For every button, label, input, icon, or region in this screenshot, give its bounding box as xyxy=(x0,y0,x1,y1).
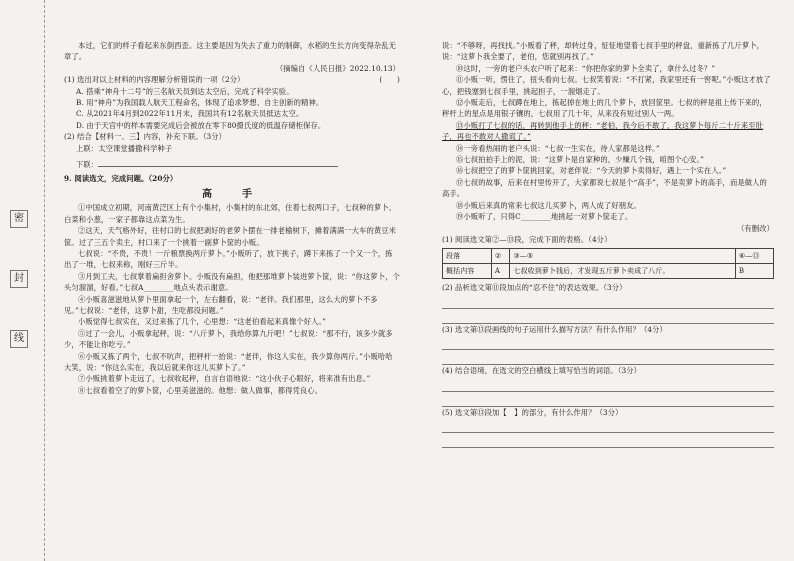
passage-paragraph: ①中国成立初期，河南黄泛区上有个小集村，小集村的东北郊，住着七叔两口子，七叔种的萝卜、白菜和小葱，一家子都靠这点菜为生。 xyxy=(64,203,397,224)
table-cell: 七叔收到萝卜钱后，才发现五斤萝卜卖成了八斤。 xyxy=(510,264,735,279)
answer-paren: ( ) xyxy=(379,75,400,85)
answer-line[interactable] xyxy=(98,155,338,167)
answer-line[interactable] xyxy=(442,435,774,448)
binding-char-1: 密 xyxy=(10,210,28,228)
option-c: C. 从2021年4月到2022年11月末，我国共有12名航天员抵达太空。 xyxy=(76,109,304,119)
couplet-lower: 下联： xyxy=(76,154,400,170)
passage-paragraph: ⑮七叔拍拍手上的泥，说：“这萝卜是自家种的，少赚几个钱，咱图个心安。” xyxy=(456,155,705,165)
passage-paragraph: ⑧七叔看着空了的萝卜筐，心里美滋滋的。他想：做人做事，都得凭良心。 xyxy=(78,385,323,395)
answer-line[interactable] xyxy=(442,296,774,309)
question-2: (2) 结合【材料一、三】内容，补充下联。（3分） xyxy=(64,132,227,142)
passage-title: 高 手 xyxy=(202,188,262,200)
passage-paragraph: ②这天，天气格外好，往村口的七叔把剥好的老萝卜摆在一排老榆树下，摊着满满一大车的黄豆米筐。过了三五个卖主，村口来了一个挑着一副萝卜筐的小贩。 xyxy=(64,226,397,247)
passage-paragraph-underlined: ⑬小贩打了七叔的话，再转到他手上的秤：“老伯，我今后不敢了，我这萝卜每斤二十斤来至肚子，再也不敢对人撒谎了。” xyxy=(442,120,764,142)
table-cell-answer-a[interactable]: A xyxy=(491,264,510,279)
table-cell: 概括内容 xyxy=(443,264,492,279)
option-b: B. 用“神舟”为我国载人航天工程命名，体现了追求梦想、自主创新的精神。 xyxy=(76,98,324,108)
question-r4: (4) 结合语境，在选文的空白横线上填写恰当的词语。（3分） xyxy=(442,366,642,376)
passage-paragraph: ⑲小贩听了，只得C________地挑起一对萝卜筐走了。 xyxy=(456,212,633,222)
answer-line[interactable] xyxy=(442,311,774,324)
answer-line[interactable] xyxy=(442,352,774,365)
table-cell-answer-b[interactable]: B xyxy=(735,264,773,279)
answer-line[interactable] xyxy=(442,337,774,350)
left-column xyxy=(64,40,400,396)
passage-paragraph: ⑪小贩一听，愣住了，扭头看向七叔。七叔笑着说：“不打紧，我家里还有一窖呢。”小贩这才放了心，把钱塞到七叔手里，挑起担子，一溜烟走了。 xyxy=(442,75,771,96)
summary-table xyxy=(442,248,774,279)
passage-paragraph: ⑯七叔把空了的萝卜筐挑回家，对老伴说：“今天的萝卜卖得好，遇上一个实在人。” xyxy=(456,166,727,176)
passage-paragraph: 本过，它们的样子看起来东倒西歪。这主要是因为失去了重力的制御，水稻的生长方向变得杂乱无章了。 xyxy=(64,41,397,62)
binding-char-2: 封 xyxy=(10,270,28,288)
question-r5: (5) 选文第⑬段加【 】的部分，有什么作用？（3分） xyxy=(442,407,623,417)
question-r1: (1) 阅读选文第②—⑬段，完成下面的表格。（4分） xyxy=(442,234,612,244)
question-r3: (3) 选文第⑬段画线的句子运用什么描写方法？有什么作用？（4分） xyxy=(442,324,667,334)
answer-line[interactable] xyxy=(442,394,774,407)
passage-paragraph: ⑦小贩挑着萝卜走远了，七叔收起秤，自言自语地说：“这小伙子心眼好，将来准有出息。” xyxy=(78,374,371,384)
binding-char-3: 线 xyxy=(10,330,28,348)
table-cell: 段落 xyxy=(443,249,492,264)
passage-paragraph: 七叔说：“不贵，不贵！一斤粮票换两斤萝卜。”小贩听了，放下挑子，蹲下来拣了一个又一个，拣出了一堆，七叔来称，刚好三斤半。 xyxy=(64,248,393,270)
passage-paragraph: ③月到工夫，七叔掌着扁担舍萝卜。小贩没有扁担，他把那堆萝卜装进萝卜筐，说：“你这萝卜，个头匀溜溜，好看。”七叔A________地点头表示谢意。 xyxy=(64,271,400,293)
answer-line[interactable] xyxy=(442,379,774,392)
passage-paragraph: ⑭一旁看热闹的老户头说：“七叔一生实在，待人家都是这样。” xyxy=(456,143,660,153)
table-cell: ⑥—⑬ xyxy=(735,249,773,264)
question-1-text: (1) 选出对以上材料的内容理解分析错误的一项（2分） xyxy=(64,75,245,85)
question-1 xyxy=(64,74,400,85)
section-9-heading: 9. 阅读选文，完成问题。（20分） xyxy=(64,174,178,184)
passage-paragraph: ④小贩喜滋滋地从萝卜里面拿起一个，左右翻看，说：“老伴。我们那里，这么大的萝卜不多见。”七叔说：“老伴，这萝卜甜，生吃都没问题。” xyxy=(64,294,378,315)
passage-paragraph: 说：“不够呀，再找找。”小贩看了秤，却转过身，怔怔地望着七叔手里的秤盘，重新拣了几斤萝卜，说：“这萝卜我全要了，老伯，您就别再找了。” xyxy=(442,41,765,62)
question-r2: (2) 品析选文第⑪段加点的“忍不住”的表达效果。（3分） xyxy=(442,283,627,293)
couplet-upper: 上联：太空课堂播撒科学种子 xyxy=(76,143,173,153)
passage-paragraph: ⑫小贩走后，七叔蹲在地上，拣起掉在地上的几个萝卜，放回筐里。七叔的秤是祖上传下来的，秤杆上的星点是用银子镶的，七叔用了几十年，从来没有短过别人一两。 xyxy=(442,98,767,119)
passage-paragraph: ⑩这时，一旁的老户头农户听了起来：“你把你家的萝卜全卖了，拿什么过冬？” xyxy=(456,63,716,73)
table-cell: ③—⑤ xyxy=(510,249,735,264)
right-column xyxy=(442,40,774,448)
passage-paragraph: 小贩觉得七叔实在，又过来拣了几个，心里想：“这老伯看起来真像个好人。” xyxy=(78,317,327,327)
table-cell: ② xyxy=(491,249,510,264)
passage-paragraph: ⑤过了一会儿，小贩拿起秤，说：“八斤萝卜，我给你算九斤吧！”七叔说：“那不行，该多少就多少，不能让你吃亏。” xyxy=(64,328,393,350)
option-d: D. 由于天宫中的样本需要完成后会被放在零下80摄氏度的低温存储柜保存。 xyxy=(76,120,326,130)
binding-margin xyxy=(0,0,45,561)
source-note: （摘编自《人民日报》2022.10.13） xyxy=(275,63,400,73)
option-a: A. 搭乘“神舟十二号”的三名航天员到达太空后，完成了科学实验。 xyxy=(76,86,294,96)
passage-paragraph: ⑱小贩后来真的常来七叔这儿买萝卜，两人成了好朋友。 xyxy=(456,200,641,210)
excerpt-note: （有删改） xyxy=(737,223,774,233)
passage-paragraph: ⑰七叔的故事，后来在村里传开了，大家都说七叔是个“高手”，不是卖萝卜的高手，而是做人的高手。 xyxy=(442,177,767,199)
answer-line[interactable] xyxy=(442,420,774,433)
table-header-row xyxy=(443,249,774,264)
table-row xyxy=(443,264,774,279)
passage-paragraph: ⑥小贩又拣了两个，七叔不吭声，把秤杆一抬说：“老伴，你这人实在，我少算你两斤。”小贩哈哈大笑，说：“你这么实在，我以后就来你这儿买萝卜了。” xyxy=(64,351,393,372)
